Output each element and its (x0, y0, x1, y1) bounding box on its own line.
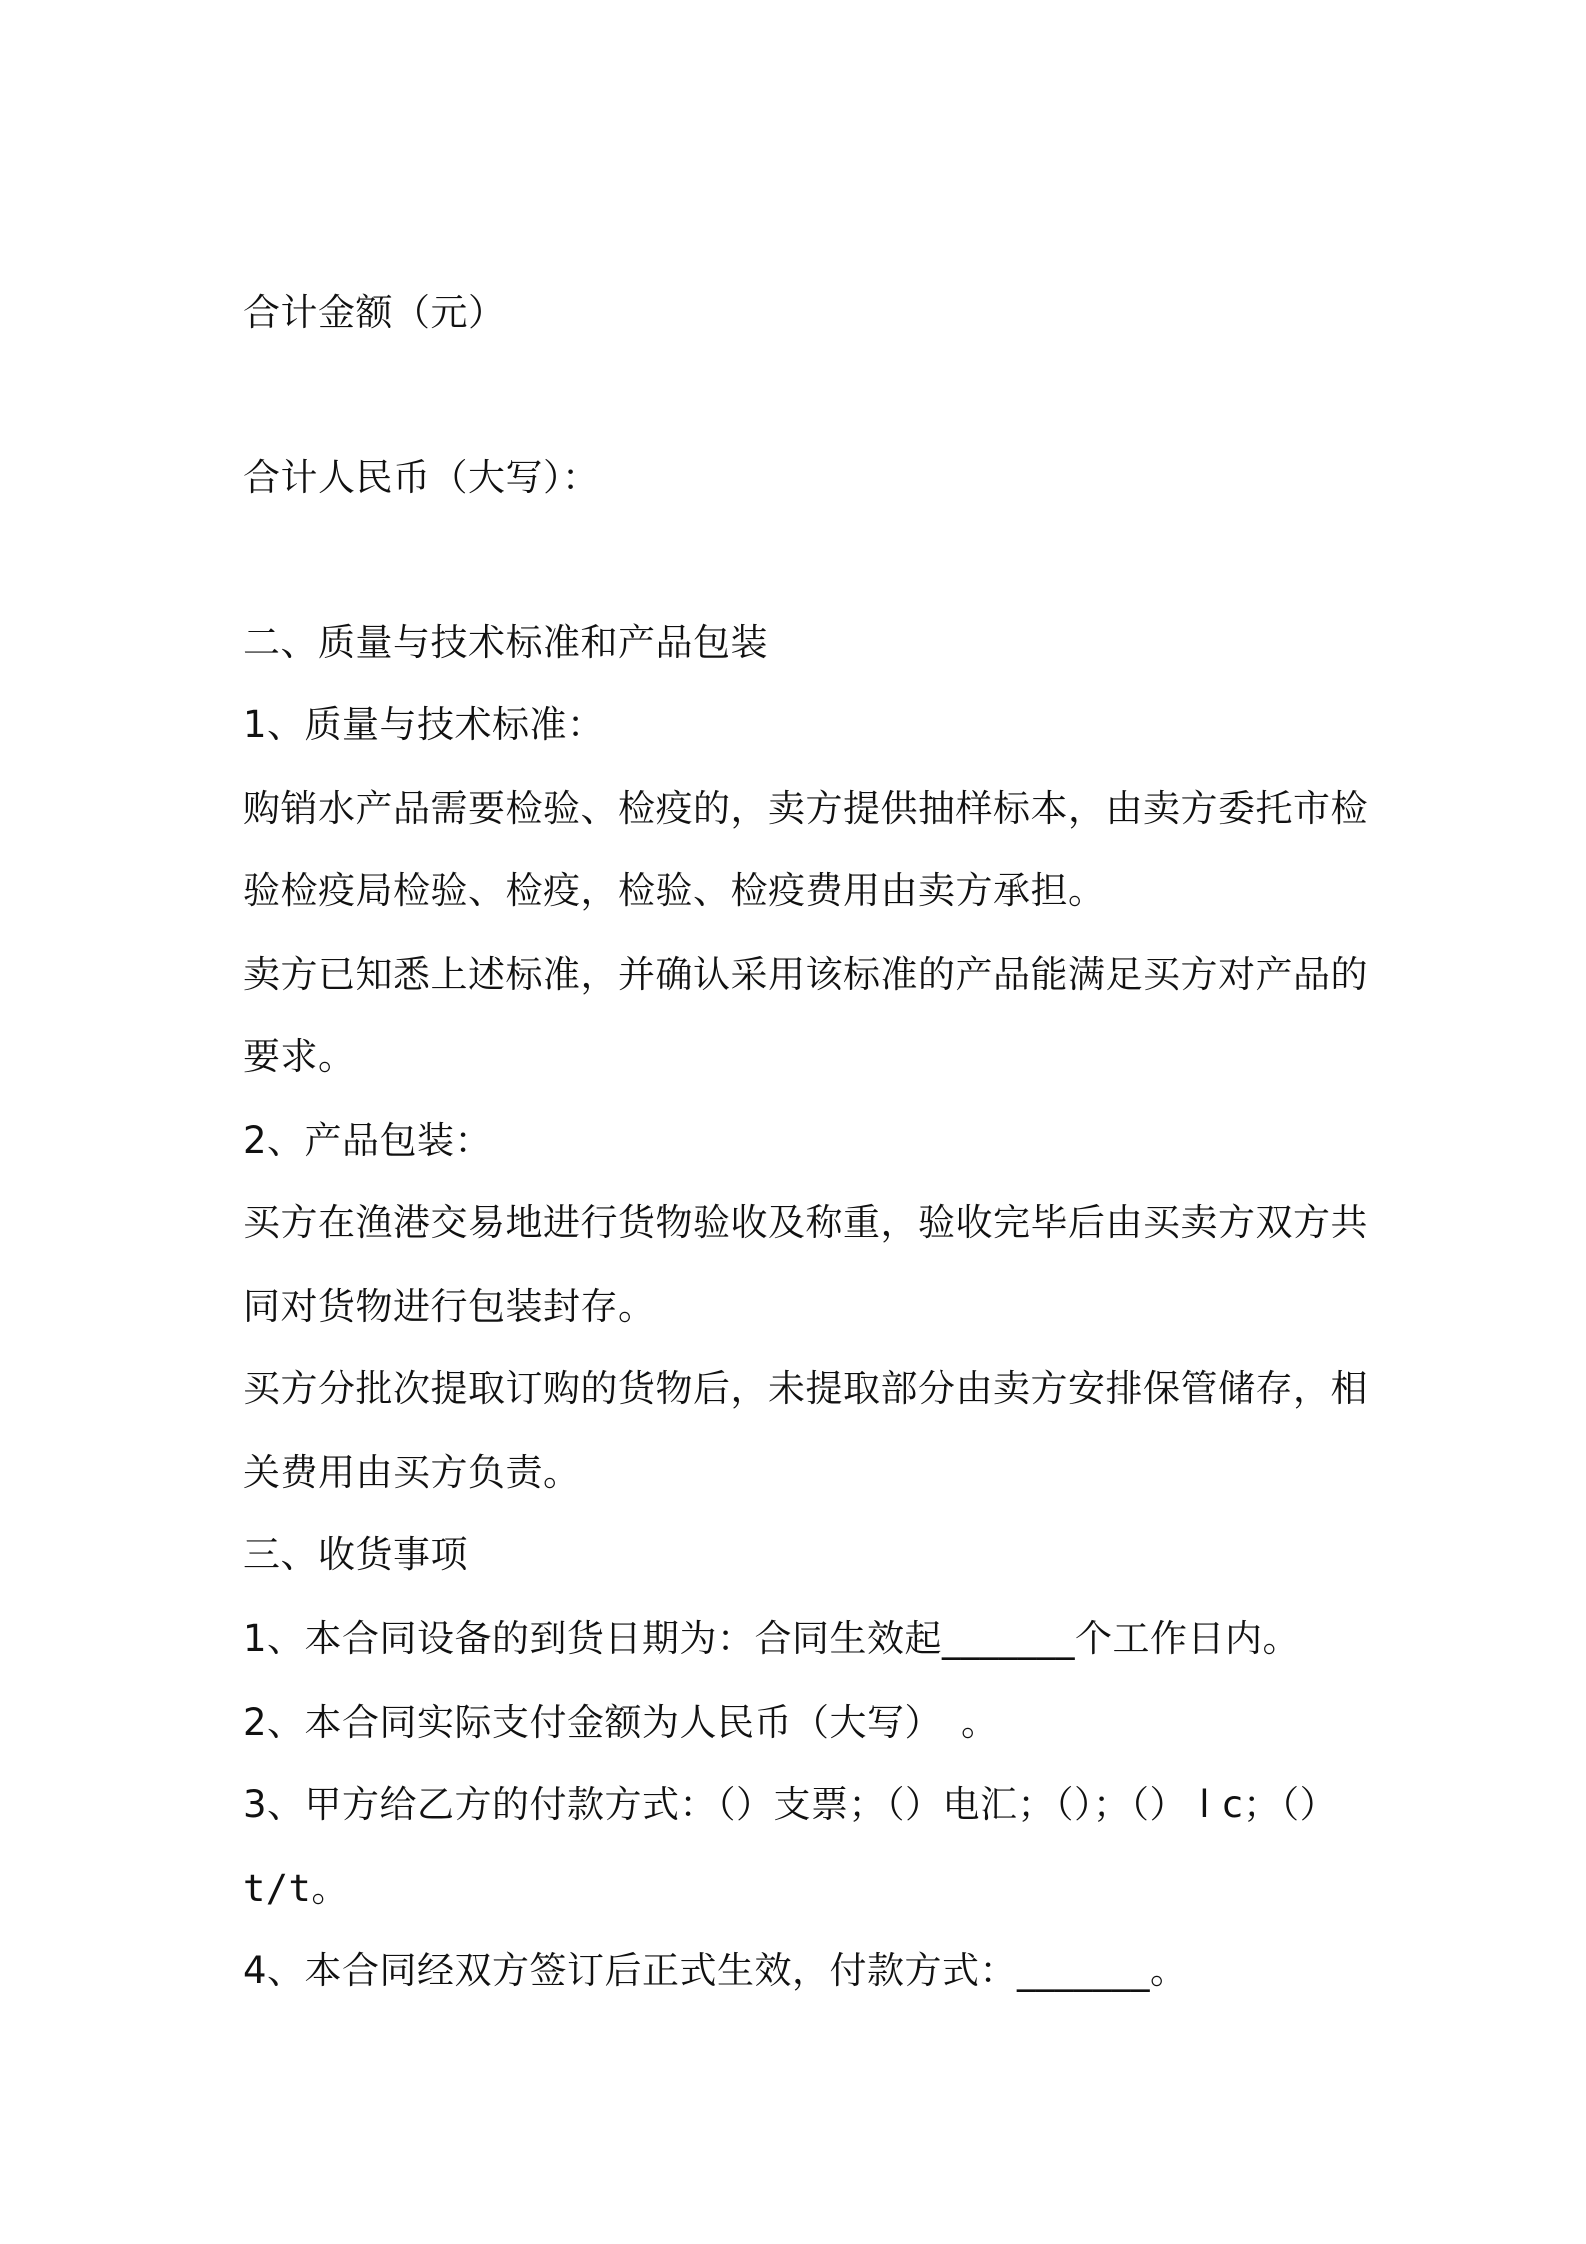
paragraph-line: 购销水产品需要检验、检疫的，卖方提供抽样标本，由卖方委托市检 (243, 787, 1368, 830)
paragraph-line: 要求。 (243, 1035, 356, 1078)
paragraph-line: 买方在渔港交易地进行货物验收及称重，验收完毕后由买卖方双方共 (243, 1201, 1368, 1244)
clause-3-3: 3、甲方给乙方的付款方式：（）支票；（）电汇；（）；（） l c；（） (243, 1783, 1338, 1826)
clause-3-1: 1、本合同设备的到货日期为：合同生效起_______个工作日内。 (243, 1617, 1301, 1660)
section-2-heading: 二、质量与技术标准和产品包装 (243, 621, 768, 664)
paragraph-line: 验检疫局检验、检疫，检验、检疫费用由卖方承担。 (243, 869, 1106, 912)
paragraph-line: 关费用由买方负责。 (243, 1451, 581, 1494)
clause-3-3-continued: t/t。 (243, 1867, 349, 1910)
total-amount-line: 合计金额（元） (243, 291, 506, 334)
section-3-heading: 三、收货事项 (243, 1533, 468, 1576)
clause-3-2: 2、本合同实际支付金额为人民币（大写） 。 (243, 1701, 999, 1744)
clause-2-1-heading: 1、质量与技术标准： (243, 703, 605, 746)
paragraph-line: 同对货物进行包装封存。 (243, 1285, 656, 1328)
paragraph-line: 卖方已知悉上述标准，并确认采用该标准的产品能满足买方对产品的 (243, 953, 1368, 996)
clause-3-4: 4、本合同经双方签订后正式生效，付款方式：_______。 (243, 1949, 1188, 1992)
total-rmb-uppercase-line: 合计人民币（大写）： (243, 456, 600, 499)
clause-2-2-heading: 2、产品包装： (243, 1119, 493, 1162)
paragraph-line: 买方分批次提取订购的货物后，未提取部分由卖方安排保管储存，相 (243, 1367, 1368, 1410)
